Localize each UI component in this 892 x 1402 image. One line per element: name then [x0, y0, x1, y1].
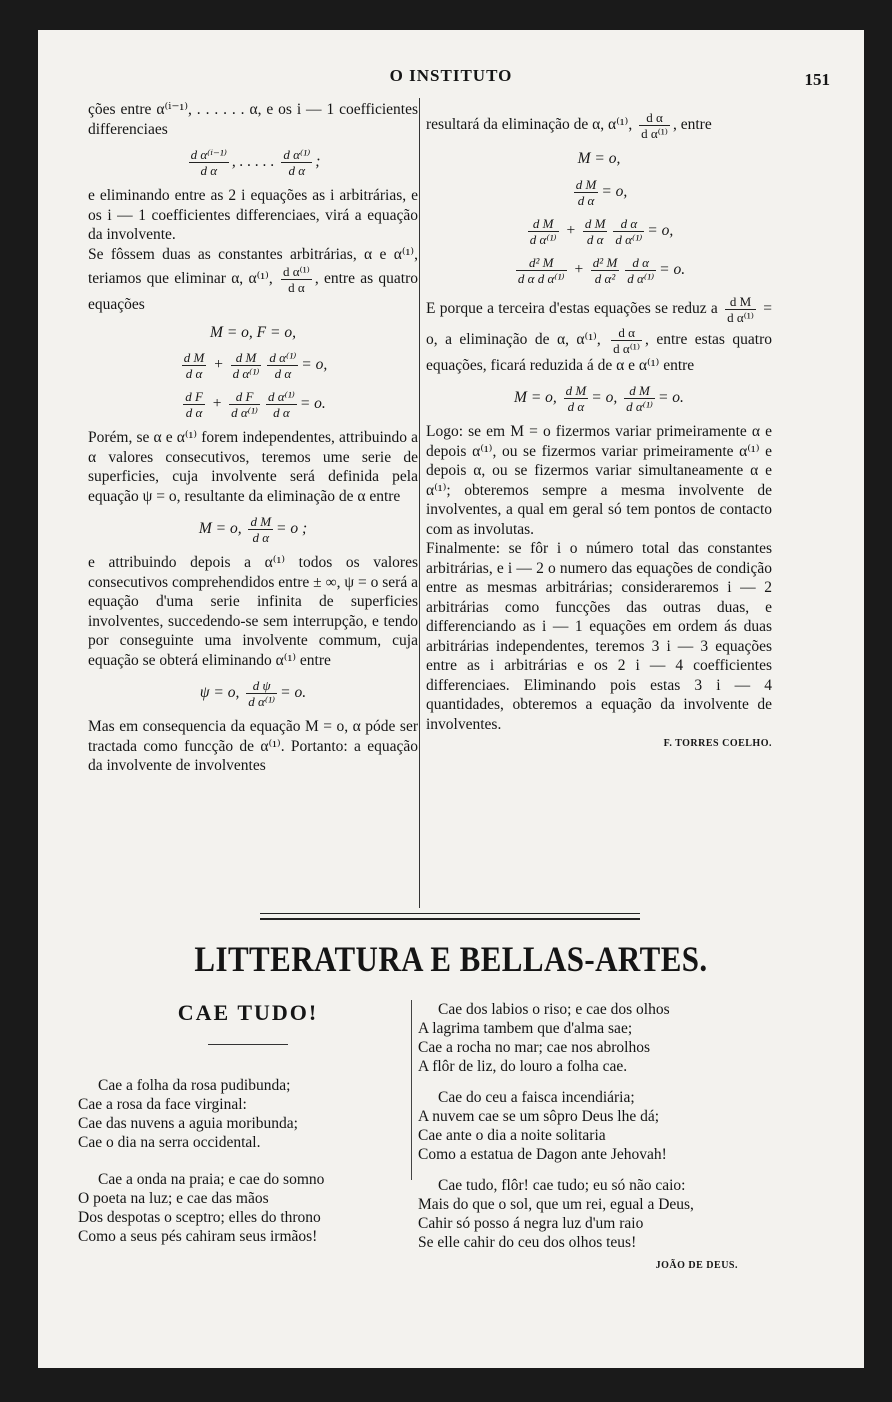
- denominator: d α⁽¹⁾: [231, 405, 258, 420]
- verse-line: A nuvem cae se um sôpro Deus lhe dá;: [418, 1108, 660, 1125]
- fraction: [624, 383, 655, 414]
- equation: [426, 177, 772, 208]
- paragraph: ções entre α⁽ⁱ⁻¹⁾, . . . . . . α, e os i — 1 coefficientes differenciaes: [88, 101, 418, 138]
- fraction: [246, 678, 277, 709]
- equation-text: ψ = o,: [199, 684, 240, 702]
- numerator: d α: [613, 216, 644, 232]
- text-run: resultará da eliminação de α, α⁽¹⁾,: [426, 116, 633, 134]
- equation-text: = o,: [301, 356, 328, 374]
- right-column: [426, 110, 772, 754]
- section-title: LITTERATURA E BELLAS-ARTES.: [194, 939, 708, 979]
- verse-line: Cae tudo, flôr! cae tudo; eu só não caio:: [438, 1177, 686, 1194]
- document-page: [38, 30, 864, 1368]
- equation-text: = o.: [280, 684, 307, 702]
- denominator: d α: [567, 399, 585, 414]
- equation-text: = o,: [591, 389, 618, 407]
- page-number: 151: [804, 70, 830, 89]
- column-divider: [419, 98, 420, 908]
- denominator: d α: [274, 366, 292, 381]
- fraction: [725, 294, 756, 325]
- fraction: [189, 147, 229, 178]
- verse-line: O poeta na luz; e cae das mãos: [78, 1190, 269, 1207]
- fraction: [639, 110, 670, 141]
- verse-line: Cae dos labios o riso; e cae dos olhos: [438, 1001, 670, 1018]
- denominator: d α⁽¹⁾: [641, 126, 668, 141]
- poem-column-divider: [411, 1000, 412, 1180]
- equation: [88, 147, 418, 178]
- verse-line: Como a seus pés cahiram seus irmãos!: [78, 1228, 318, 1245]
- stanza: [418, 1176, 778, 1252]
- verse-line: Cae do ceu a faisca incendiária;: [438, 1089, 635, 1106]
- fraction: [516, 255, 567, 286]
- verse-line: Cae o dia na serra occidental.: [78, 1134, 261, 1151]
- fraction: [583, 216, 608, 247]
- verse-line: Cae a folha da rosa pudibunda;: [98, 1077, 291, 1094]
- denominator: d α: [185, 405, 203, 420]
- equation: [88, 389, 418, 420]
- operator: +: [213, 356, 224, 374]
- equation-text: = o ;: [276, 520, 308, 538]
- equation: [88, 514, 418, 545]
- numerator: d α⁽¹⁾: [267, 389, 295, 404]
- denominator: d α²: [594, 270, 616, 286]
- operator: +: [211, 395, 223, 413]
- numerator: d α⁽¹⁾: [283, 147, 311, 162]
- verse-line: Se elle cahir do ceu dos olhos teus!: [418, 1234, 637, 1251]
- fraction: [229, 389, 260, 420]
- numerator: d M: [584, 215, 606, 231]
- poem-author: JOÃO DE DEUS.: [655, 1260, 738, 1271]
- denominator: d α: [288, 163, 306, 178]
- numerator: d M: [725, 294, 756, 310]
- fraction: [591, 255, 619, 286]
- fraction: [574, 177, 599, 208]
- numerator: d² M: [592, 254, 618, 270]
- verse-line: Mais do que o sol, que um rei, egual a Deus,: [418, 1196, 694, 1213]
- numerator: d M: [575, 176, 597, 192]
- numerator: d M: [250, 514, 272, 529]
- equation-text: = o,: [647, 221, 674, 239]
- poem-right-column: [418, 1000, 778, 1275]
- verse-line: A flôr de liz, do louro a folha cae.: [418, 1058, 628, 1075]
- numerator: d M: [565, 383, 587, 398]
- numerator: d M: [231, 350, 262, 366]
- text-run: , entre: [672, 116, 712, 134]
- numerator: d F: [229, 389, 260, 405]
- stanza: [418, 1000, 778, 1076]
- equation: [88, 678, 418, 709]
- numerator: d ψ: [246, 678, 277, 694]
- denominator: d α d α⁽¹⁾: [517, 270, 565, 286]
- paragraph: Logo: se em M = o fizermos variar primeiramente α e depois α⁽¹⁾, ou se fizermos variar primeiramente α⁽¹⁾ e depois α, ou se fizermos variar simultaneamente α e α⁽¹⁾; obteremos sempre a mesma involvente de involventes, a qual em geral só tem pontos de contacto com as involutas.: [426, 423, 772, 538]
- equation-text: = o.: [657, 389, 684, 407]
- denominator: d α: [288, 280, 305, 295]
- denominator: d α⁽¹⁾: [613, 340, 641, 356]
- left-column: [88, 100, 418, 776]
- equation: M = o, F = o,: [210, 323, 296, 341]
- numerator: d M: [183, 350, 205, 365]
- operator: +: [573, 260, 584, 278]
- paragraph: e attribuindo depois a α⁽¹⁾ todos os valores consecutivos comprehendidos entre ± ∞, ψ = o será a equação d'uma serie infinita de superficies involventes, succedendo-se sem interrupção, e tendo por conseguinte uma involvente commum, cuja equação se obterá eliminando α⁽¹⁾ entre: [88, 554, 418, 669]
- fraction: [528, 216, 559, 247]
- equation-text: M = o,: [514, 389, 557, 407]
- fraction: [231, 350, 262, 381]
- verse-line: Dos despotas o sceptro; elles do throno: [78, 1209, 321, 1226]
- equation: [426, 216, 772, 247]
- denominator: d α⁽¹⁾: [626, 399, 653, 414]
- fraction: [564, 383, 589, 414]
- numerator: d F: [185, 389, 203, 404]
- numerator: d M: [528, 216, 559, 232]
- paragraph: [426, 110, 772, 141]
- verse-line: Cae a rosa da face virginal:: [78, 1096, 247, 1113]
- verse-line: Cahir só posso á negra luz d'um raio: [418, 1215, 644, 1232]
- fraction: [625, 255, 656, 286]
- text-run: = o, a eliminação de α, α⁽¹⁾,: [426, 299, 773, 348]
- equation-text: = o.: [659, 260, 686, 278]
- equation-text: , . . . . .: [231, 153, 279, 171]
- fraction: [281, 147, 312, 178]
- paragraph: Porém, se α e α⁽¹⁾ forem independentes, attribuindo a α valores consecutivos, teremos ume serie de superficies, cuja involvente será definida pela equação ψ = o, resultante da eliminação de α entre: [88, 429, 418, 505]
- denominator: d α: [273, 405, 290, 420]
- text-run: Se fôssem duas as constantes arbitrárias, α e α⁽¹⁾, teriamos que eliminar α, α⁽¹⁾,: [88, 245, 418, 288]
- poem-title: CAE TUDO!: [177, 1000, 319, 1025]
- paragraph: e eliminando entre as 2 i equações as i arbitrárias, e os i — 1 coefficientes differenciaes, virá a equação da involvente.: [88, 187, 418, 243]
- fraction: [611, 325, 642, 356]
- fraction: [182, 350, 207, 381]
- text-run: E porque a terceira d'estas equações se reduz a: [426, 299, 718, 317]
- numerator: d α: [639, 110, 670, 126]
- journal-title: O INSTITUTO: [389, 66, 513, 85]
- fraction: [613, 216, 644, 247]
- denominator: d α⁽¹⁾: [529, 231, 557, 247]
- verse-line: A lagrima tambem que d'alma sae;: [418, 1020, 633, 1037]
- verse-line: Cae ante o dia a noite solitaria: [418, 1127, 606, 1144]
- page-header: [38, 66, 864, 94]
- verse-line: Cae a onda na praia; e cae do somno: [98, 1171, 325, 1188]
- equation-text: ;: [315, 153, 321, 171]
- section-separator: [260, 913, 640, 920]
- denominator: d α: [185, 366, 203, 381]
- numerator: d α: [625, 255, 656, 271]
- fraction: [183, 389, 205, 420]
- paragraph: Finalmente: se fôr i o número total das constantes arbitrárias, e i — 2 o numero das equações de condição entre as mesmas arbitrárias; consideraremos i — 2 arbitrárias como funcções das outras duas, e differenciando as i — 1 equações em ordem ás duas arbitrárias independentes, teremos 3 i — 3 equações entre as i arbitrárias e os 2 i — 4 coefficientes differenciaes. Eliminando pois estas 3 i — 4 quantidades, obteremos a equação da involvente de involventes.: [426, 540, 772, 733]
- paragraph: [426, 294, 772, 376]
- numerator: d α: [611, 325, 642, 341]
- stanza: [78, 1076, 408, 1152]
- fraction: [267, 350, 298, 381]
- denominator: d α⁽¹⁾: [615, 231, 643, 247]
- fraction: [248, 514, 273, 545]
- paragraph: Mas em consequencia da equação M = o, α póde ser tractada como funcção de α⁽¹⁾. Portanto: a equação da involvente de involventes: [88, 718, 418, 774]
- stanza: [78, 1170, 408, 1246]
- poem-title-rule: [208, 1044, 288, 1045]
- operator: +: [565, 221, 576, 239]
- verse-line: Como a estatua de Dagon ante Jehovah!: [418, 1146, 667, 1163]
- verse-line: Cae das nuvens a aguia moribunda;: [78, 1115, 298, 1132]
- numerator: d α⁽¹⁾: [269, 350, 297, 365]
- poem-left-column: [78, 1076, 408, 1258]
- equation: M = o,: [577, 150, 621, 167]
- stanza: [418, 1088, 778, 1164]
- signature: F. TORRES COELHO.: [663, 738, 772, 749]
- equation: [426, 383, 772, 414]
- equation: [426, 255, 772, 286]
- denominator: d α⁽¹⁾: [627, 270, 655, 286]
- numerator: d α⁽ⁱ⁻¹⁾: [190, 147, 227, 162]
- denominator: d α: [200, 163, 218, 178]
- equation-text: = o.: [299, 395, 326, 413]
- denominator: d α⁽¹⁾: [232, 366, 260, 381]
- denominator: d α⁽¹⁾: [727, 309, 754, 325]
- numerator: d α⁽¹⁾: [282, 264, 310, 279]
- paragraph: [88, 245, 418, 315]
- equation-text: = o,: [601, 182, 628, 200]
- equation: [88, 350, 418, 381]
- fraction: [266, 389, 297, 420]
- fraction: [281, 264, 312, 295]
- denominator: d α: [577, 192, 595, 208]
- denominator: d α: [586, 231, 604, 247]
- text-run: , entre as quatro equações: [88, 270, 418, 313]
- denominator: d α: [252, 530, 270, 545]
- verse-line: Cae a rocha no mar; cae nos abrolhos: [418, 1039, 650, 1056]
- denominator: d α⁽¹⁾: [248, 694, 276, 709]
- numerator: d² M: [516, 255, 567, 271]
- equation-text: M = o,: [198, 520, 242, 538]
- text-run: , entre estas quatro equações, ficará reduzida á de α e α⁽¹⁾ entre: [426, 330, 772, 374]
- numerator: d M: [624, 383, 655, 399]
